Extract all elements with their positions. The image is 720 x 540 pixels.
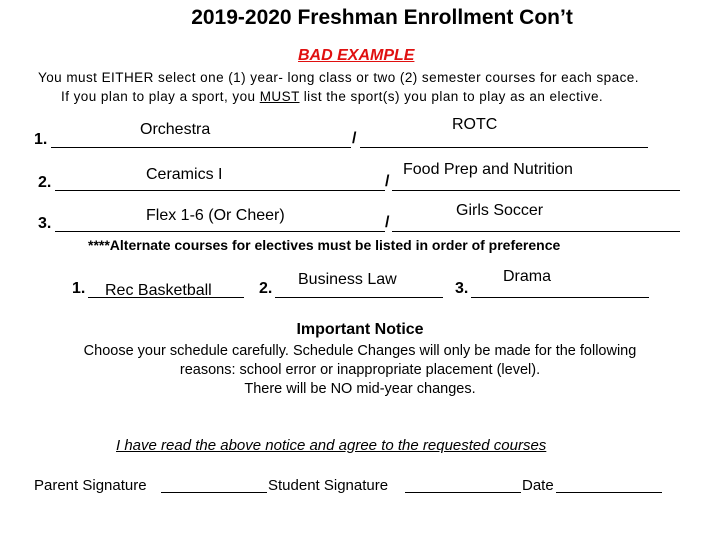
notice-line-1: Choose your schedule carefully. Schedule Changes will only be made for the following (83, 343, 637, 359)
alternate-2-line[interactable] (275, 297, 443, 298)
notice-title (0, 321, 720, 339)
row-2-first-line[interactable] (55, 190, 385, 191)
notice-line-3: There will be NO mid-year changes. (244, 381, 476, 397)
row-3-second-entry: Girls Soccer (456, 202, 544, 219)
alternate-3-entry: Drama (503, 268, 552, 285)
row-2-second-entry: Food Prep and Nutrition (403, 161, 573, 178)
row-1-second-line[interactable] (360, 147, 648, 148)
row-3-second-line[interactable] (392, 231, 680, 232)
row-3-number: 3. (38, 215, 52, 232)
notice-line-2: reasons: school error or inappropriate placement (level). (179, 362, 541, 378)
alternate-1-entry: Rec Basketball (105, 282, 212, 299)
alternate-2-number: 2. (259, 280, 273, 297)
student-signature-label: Student Signature (268, 477, 389, 494)
parent-signature-label: Parent Signature (34, 477, 147, 494)
row-1-second-entry: ROTC (452, 116, 498, 133)
row-3-first-line[interactable] (55, 231, 385, 232)
instruction-line-2 (61, 89, 603, 104)
alternate-3-line[interactable] (471, 297, 649, 298)
bad-example-label: BAD EXAMPLE (298, 47, 415, 64)
page-title (0, 6, 720, 30)
row-2-slash: / (385, 173, 390, 190)
row-1-slash: / (352, 130, 357, 147)
row-2-first-entry: Ceramics I (146, 166, 223, 183)
row-3-first-entry: Flex 1-6 (Or Cheer) (146, 207, 285, 224)
instruction-must: MUST (259, 89, 300, 104)
page-title-text: 2019-2020 Freshman Enrollment Con’t (191, 6, 573, 29)
agreement-statement: I have read the above notice and agree to the requested courses (116, 437, 547, 454)
parent-signature-line[interactable] (161, 492, 267, 493)
row-3-slash: / (385, 214, 390, 231)
row-1-first-entry: Orchestra (140, 121, 211, 138)
instruction-line-1: You must EITHER select one (1) year- long class or two (2) semester courses for each space. (38, 70, 639, 85)
instruction-line-2-prefix: If you plan to play a sport, you (61, 89, 260, 104)
row-1-number: 1. (34, 131, 48, 148)
row-1-first-line[interactable] (51, 147, 351, 148)
notice-title-text: Important Notice (296, 321, 424, 338)
instruction-line-2-suffix: list the sport(s) you plan to play as an elective. (299, 89, 604, 104)
date-label: Date (522, 477, 554, 494)
row-2-second-line[interactable] (392, 190, 680, 191)
alternate-1-number: 1. (72, 280, 86, 297)
student-signature-line[interactable] (405, 492, 521, 493)
notice-body (0, 342, 720, 399)
row-2-number: 2. (38, 174, 52, 191)
alternate-2-entry: Business Law (298, 271, 397, 288)
alternate-note: ****Alternate courses for electives must be listed in order of preference (88, 237, 561, 253)
alternate-3-number: 3. (455, 280, 469, 297)
date-line[interactable] (556, 492, 662, 493)
